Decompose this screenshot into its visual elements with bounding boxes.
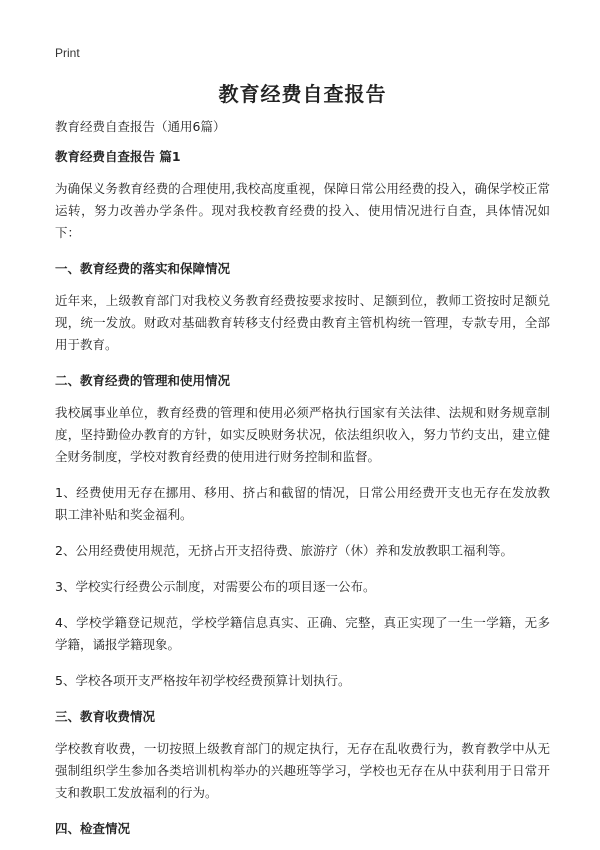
section-2-paragraph-1: 我校属事业单位，教育经费的管理和使用必须严格执行国家有关法律、法规和财务规章制度，坚持勤俭办教育的方针，如实反映财务状况，依法组织收入，努力节约支出，建立健全财务制度，学校对教育经费的使用进行财务控制和监督。 bbox=[55, 405, 550, 464]
section-1-paragraph-1: 近年来，上级教育部门对我校义务教育经费按要求按时、足额到位，教师工资按时足额兑现，统一发放。财政对基础教育转移支付经费由教育主管机构统一管理，专款专用，全部用于教育。 bbox=[55, 293, 550, 352]
section-heading-3: 三、教育收费情况 bbox=[55, 709, 156, 724]
section-heading-2: 二、教育经费的管理和使用情况 bbox=[55, 373, 231, 388]
section-2-item-3: 3、学校实行经费公示制度，对需要公布的项目逐一公布。 bbox=[55, 579, 376, 594]
section-2-item-5: 5、学校各项开支严格按年初学校经费预算计划执行。 bbox=[55, 673, 351, 688]
section-2-item-2: 2、公用经费使用规范，无挤占开支招待费、旅游疗（休）养和发放教职工福利等。 bbox=[55, 543, 513, 558]
document-body bbox=[55, 116, 550, 850]
document-subtitle: 教育经费自查报告（通用6篇） bbox=[55, 119, 226, 134]
section-2-item-4: 4、学校学籍登记规范，学校学籍信息真实、正确、完整，真正实现了一生一学籍，无多学籍，谲报学籍现象。 bbox=[55, 615, 550, 652]
intro-paragraph: 为确保义务教育经费的合理使用,我校高度重视，保障日常公用经费的投入，确保学校正常运转，努力改善办学条件。现对我校教育经费的投入、使用情况进行自查，具体情况如下： bbox=[55, 181, 550, 240]
section-3-paragraph-1: 学校教育收费，一切按照上级教育部门的规定执行，无存在乱收费行为，教育教学中从无强制组织学生参加各类培训机构举办的兴趣班等学习，学校也无存在从中获利用于日常开支和教职工发放福利的行为。 bbox=[55, 741, 550, 800]
section-heading-1: 一、教育经费的落实和保障情况 bbox=[55, 261, 231, 276]
article-heading: 教育经费自查报告 篇1 bbox=[55, 149, 181, 164]
section-2-item-1: 1、经费使用无存在挪用、移用、挤占和截留的情况，日常公用经费开支也无存在发放教职工津补贴和奖金福利。 bbox=[55, 485, 550, 522]
print-label: Print bbox=[55, 46, 80, 60]
document-title: 教育经费自查报告 bbox=[218, 82, 387, 106]
section-heading-4: 四、检查情况 bbox=[55, 821, 131, 836]
